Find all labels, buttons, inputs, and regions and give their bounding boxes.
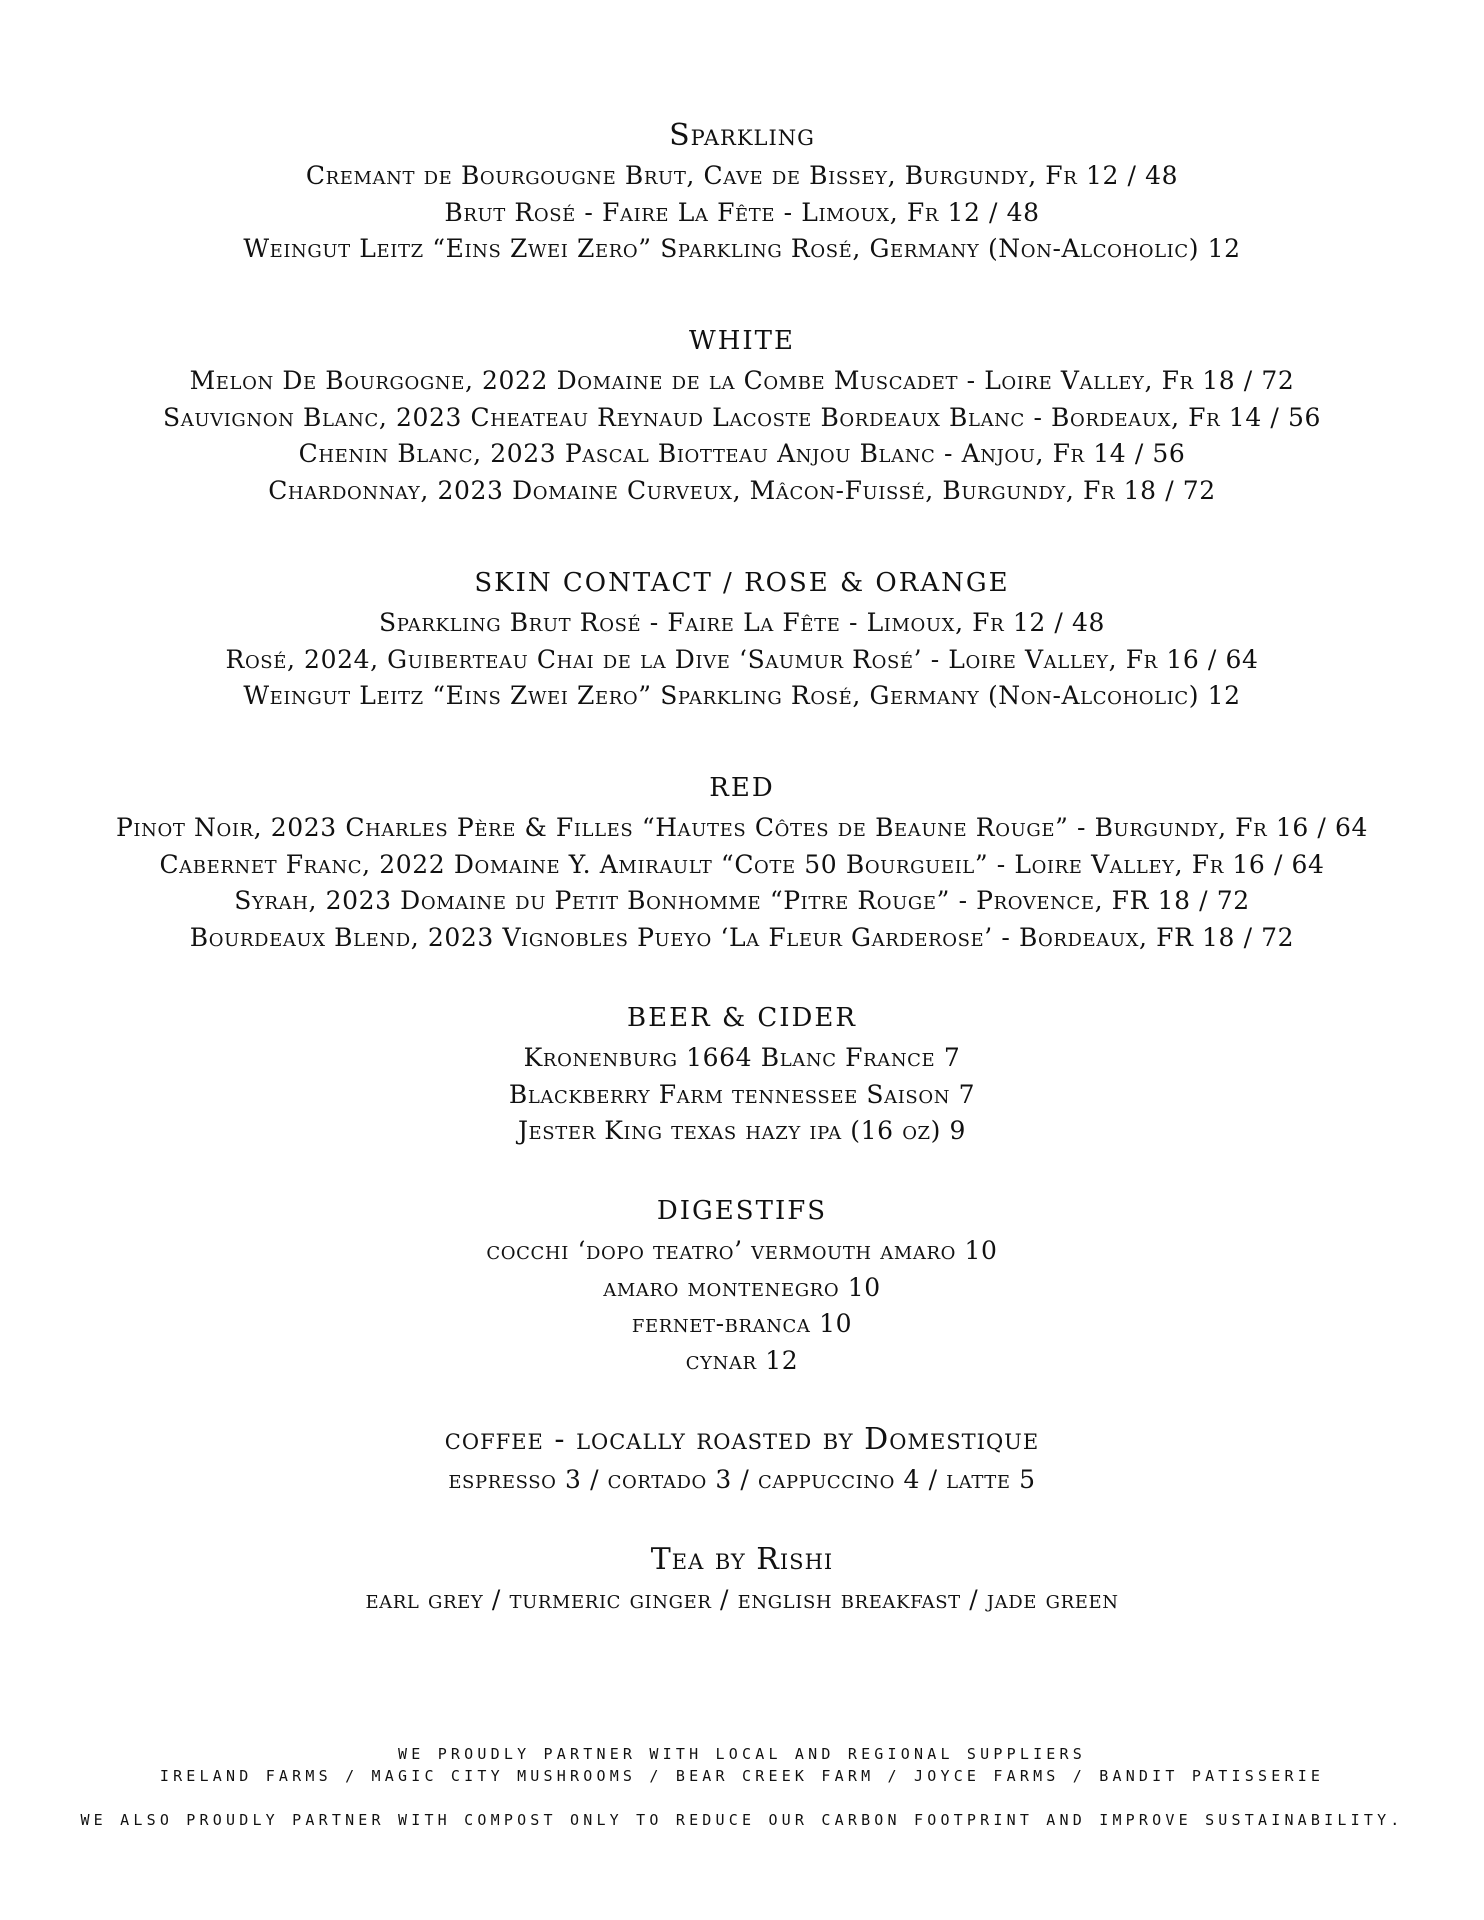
menu-item: Pinot Noir, 2023 Charles Père & Filles “Hautes Côtes de Beaune Rouge” - Burgundy, Fr 16 / 64	[116, 813, 1368, 842]
section-sparkling	[0, 118, 1484, 268]
section-heading: BEER & CIDER	[627, 1003, 857, 1033]
footer-partners-list: IRELAND FARMS / MAGIC CITY MUSHROOMS / BEAR CREEK FARM / JOYCE FARMS / BANDIT PATISSERIE	[159, 1767, 1325, 1785]
footer-partners-intro: WE PROUDLY PARTNER WITH LOCAL AND REGIONAL SUPPLIERS	[398, 1745, 1086, 1763]
section-heading: coffee - locally roasted by Domestique	[444, 1422, 1040, 1457]
menu-item: Sparkling Brut Rosé - Faire La Fête - Limoux, Fr 12 / 48	[379, 608, 1105, 637]
menu-item: Weingut Leitz “Eins Zwei Zero” Sparkling Rosé, Germany (Non-Alcoholic) 12	[243, 681, 1241, 710]
menu-item: cynar 12	[685, 1345, 799, 1375]
menu-item: Blackberry Farm tennessee Saison 7	[508, 1079, 976, 1109]
section-digestifs	[0, 1193, 1484, 1379]
menu-item: Rosé, 2024, Guiberteau Chai de la Dive ‘Saumur Rosé’ - Loire Valley, Fr 16 / 64	[225, 644, 1259, 674]
menu-item: Chenin Blanc, 2023 Pascal Biotteau Anjou Blanc - Anjou, Fr 14 / 56	[298, 439, 1186, 468]
menu-item: earl grey / turmeric ginger / english breakfast / jade green	[365, 1585, 1119, 1614]
menu-item: Cabernet Franc, 2022 Domaine Y. Amirault “Cote 50 Bourgueil” - Loire Valley, Fr 16 / 64	[159, 849, 1325, 879]
menu-item: Brut Rosé - Faire La Fête - Limoux, Fr 12 / 48	[444, 197, 1040, 227]
menu-item: Melon De Bourgogne, 2022 Domaine de la Combe Muscadet - Loire Valley, Fr 18 / 72	[189, 366, 1295, 395]
menu-item: Syrah, 2023 Domaine du Petit Bonhomme “Pitre Rouge” - Provence, FR 18 / 72	[234, 886, 1250, 915]
menu-item: Kronenburg 1664 Blanc France 7	[523, 1043, 961, 1072]
menu-item: Sauvignon Blanc, 2023 Cheateau Reynaud Lacoste Bordeaux Blanc - Bordeaux, Fr 14 / 56	[163, 402, 1321, 432]
section-heading: DIGESTIFS	[656, 1196, 828, 1226]
menu-item: Bourdeaux Blend, 2023 Vignobles Pueyo ‘La Fleur Garderose’ - Bordeaux, FR 18 / 72	[189, 922, 1295, 952]
section-heading: WHITE	[689, 326, 795, 356]
section-tea	[0, 1542, 1484, 1619]
section-heading: SKIN CONTACT / ROSE & ORANGE	[474, 568, 1010, 598]
section-heading: RED	[709, 773, 775, 803]
menu-item: Cremant de Bourgougne Brut, Cave de Bissey, Burgundy, Fr 12 / 48	[305, 161, 1179, 190]
section-heading: Tea by Rishi	[650, 1542, 834, 1577]
menu-item: fernet-branca 10	[631, 1309, 853, 1338]
menu-item: Weingut Leitz “Eins Zwei Zero” Sparkling Rosé, Germany (Non-Alcoholic) 12	[243, 234, 1241, 263]
menu-item: cocchi ‘dopo teatro’ vermouth amaro 10	[486, 1236, 998, 1265]
menu-item: espresso 3 / cortado 3 / cappuccino 4 / latte 5	[448, 1465, 1036, 1494]
section-red	[0, 770, 1484, 956]
section-skin-contact	[0, 565, 1484, 715]
section-white	[0, 323, 1484, 509]
menu-item: Chardonnay, 2023 Domaine Curveux, Mâcon-Fuissé, Burgundy, Fr 18 / 72	[268, 475, 1216, 505]
menu-item: amaro montenegro 10	[603, 1272, 881, 1302]
footer-sustainability-note: WE ALSO PROUDLY PARTNER WITH COMPOST ONLY TO REDUCE OUR CARBON FOOTPRINT AND IMPROVE SUSTAINABILITY.	[80, 1811, 1404, 1829]
section-heading: Sparkling	[669, 118, 815, 153]
section-beer-cider	[0, 1000, 1484, 1150]
section-coffee	[0, 1422, 1484, 1499]
menu-item: Jester King texas hazy ipa (16 oz) 9	[517, 1116, 967, 1145]
